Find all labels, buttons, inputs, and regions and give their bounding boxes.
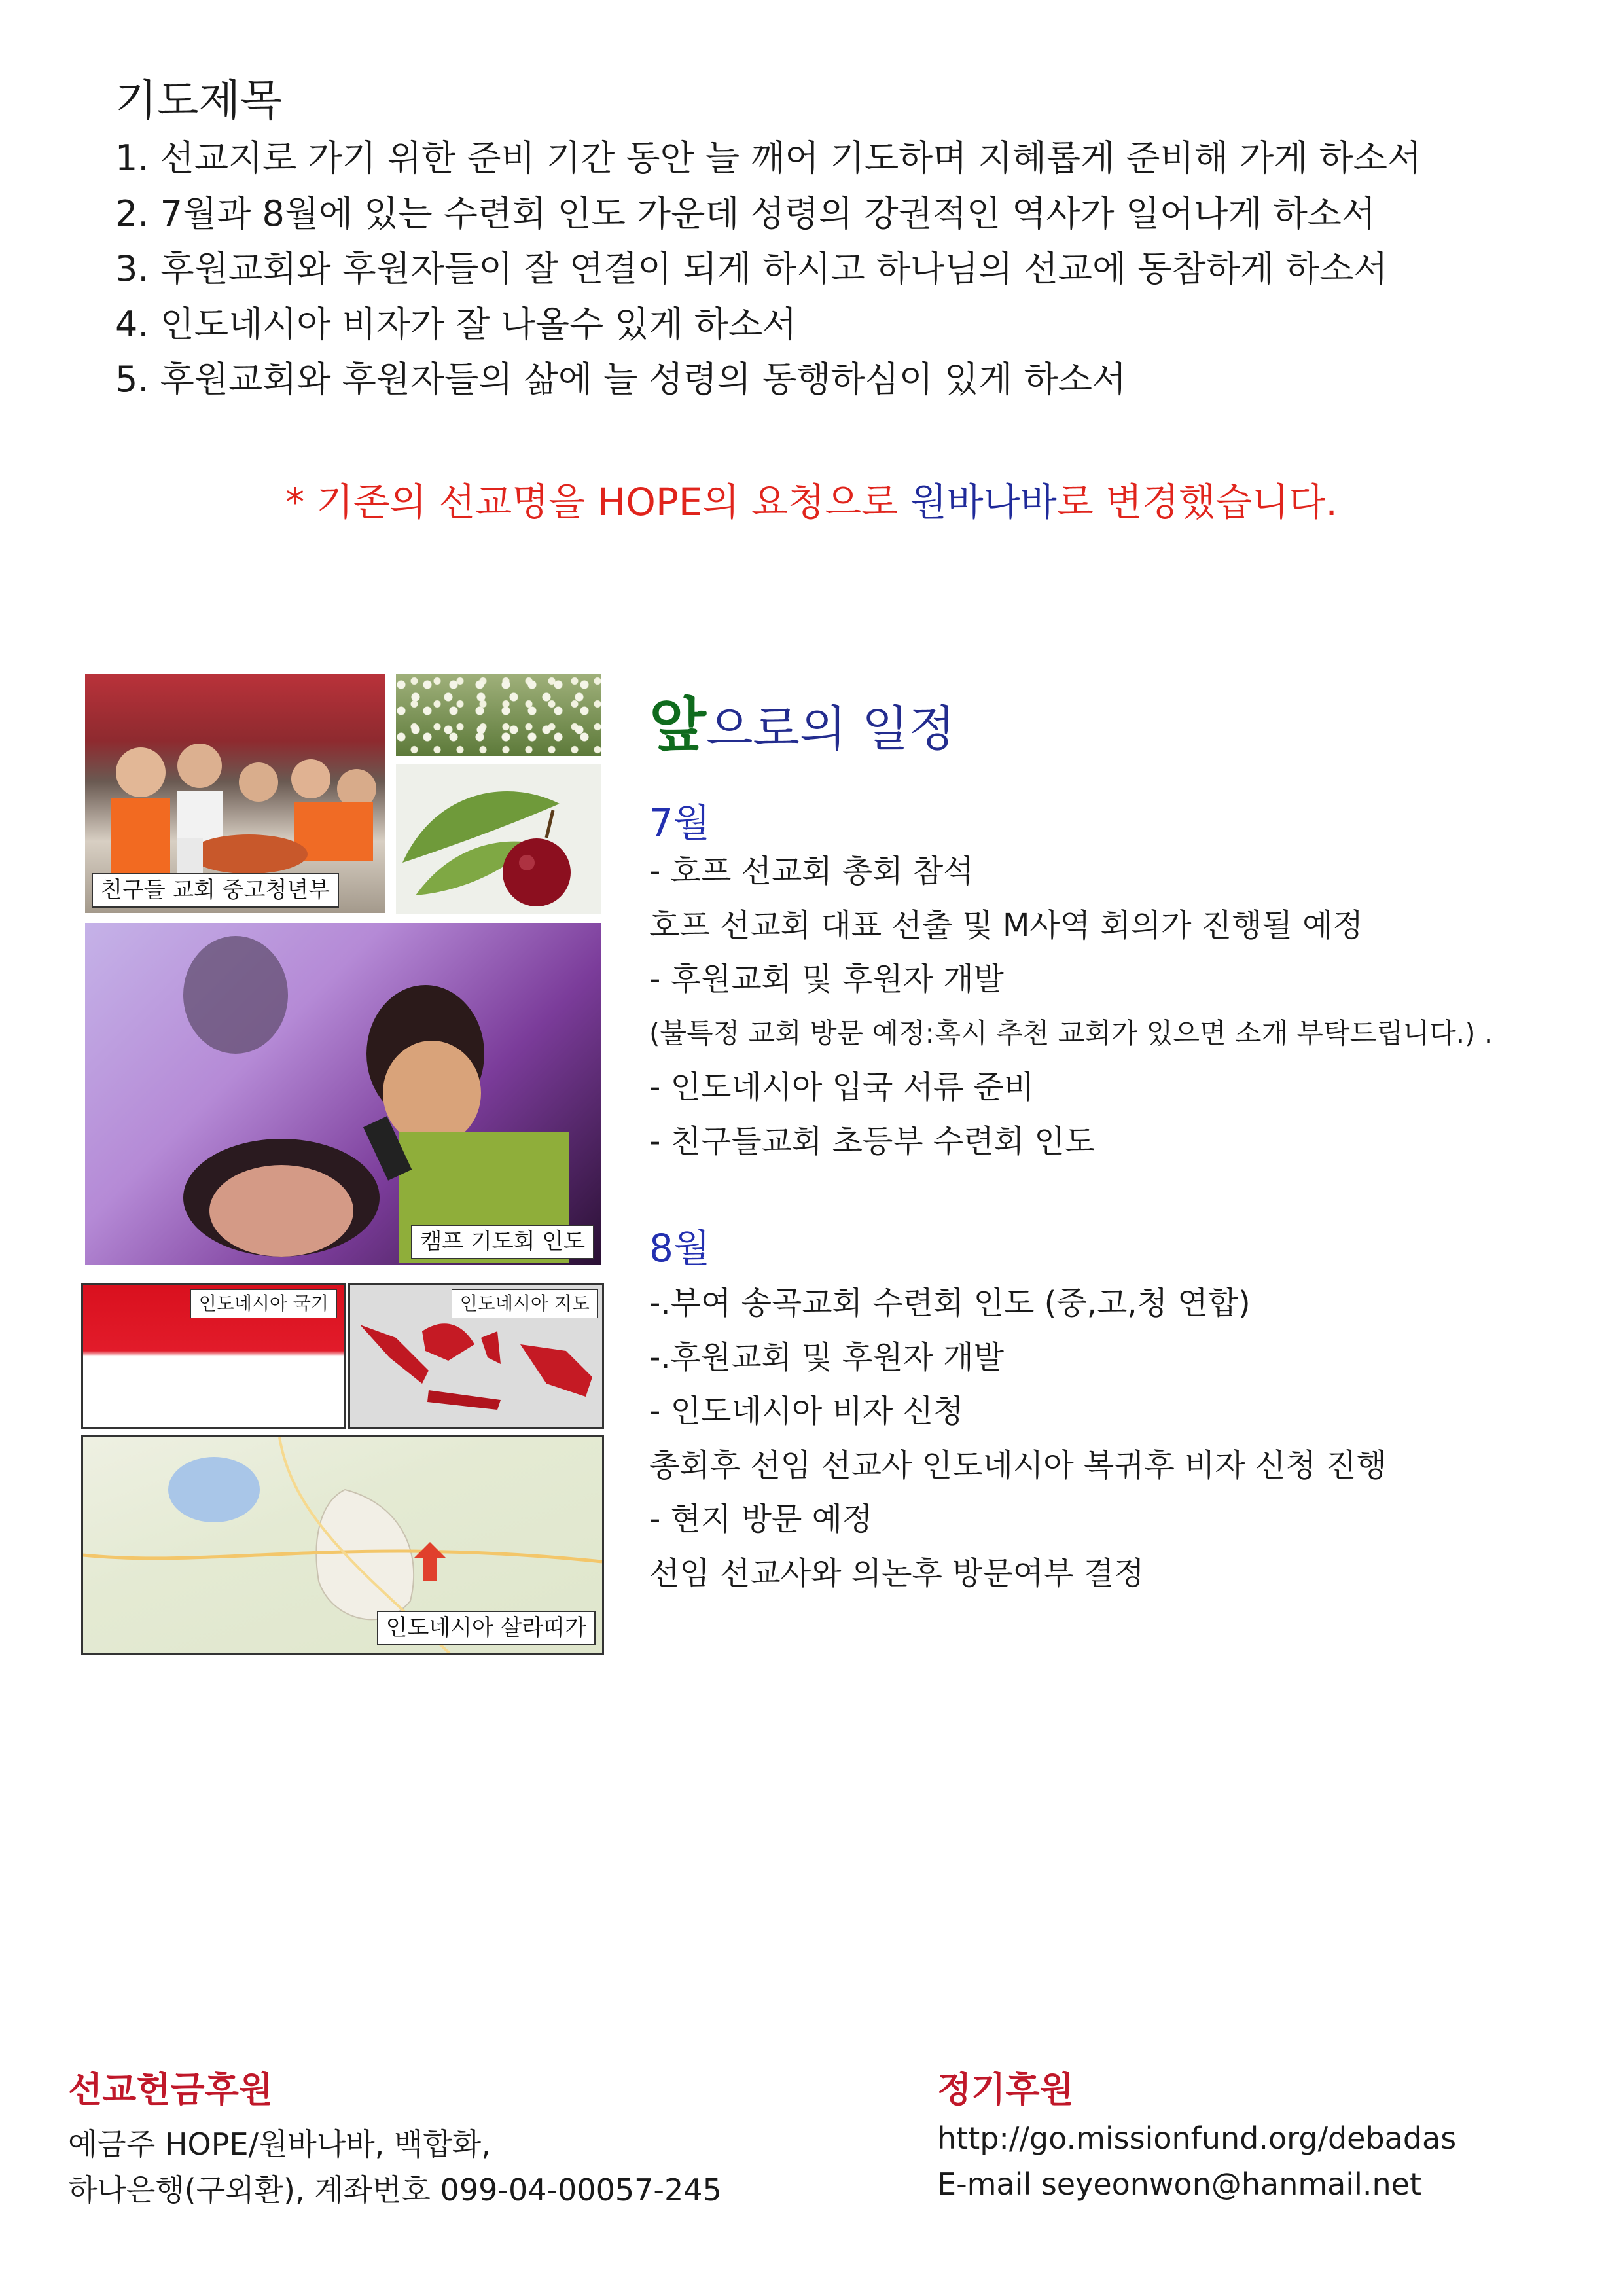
youth-group-photo xyxy=(85,674,385,913)
notice-text-after: 로 변경했습니다. xyxy=(1056,480,1338,524)
indonesia-map-photo xyxy=(348,1283,604,1429)
donation-title: 선교헌금후원 xyxy=(68,2069,273,2110)
schedule-item: - 인도네시아 입국 서류 준비 xyxy=(649,1069,1035,1105)
prayer-item: 4. 인도네시아 비자가 잘 나올수 있게 하소서 xyxy=(115,303,797,345)
plum-photo xyxy=(396,764,601,914)
prayer-item: 5. 후원교회와 후원자들의 삶에 늘 성령의 동행하심이 있게 하소서 xyxy=(115,359,1127,400)
schedule-item: - 현지 방문 예정 xyxy=(649,1501,873,1537)
schedule-item: 총회후 선임 선교사 인도네시아 복귀후 비자 신청 진행 xyxy=(649,1446,1387,1484)
schedule-item: 선임 선교사와 의논후 방문여부 결정 xyxy=(649,1554,1145,1592)
schedule-item: - 인도네시아 비자 신청 xyxy=(649,1393,964,1429)
schedule-title-first: 앞 xyxy=(649,691,706,760)
flowers-photo xyxy=(396,674,601,756)
notice-highlight: 원바나바 xyxy=(910,480,1057,524)
schedule-item: -.후원교회 및 후원자 개발 xyxy=(649,1338,1005,1376)
flag-caption: 인도네시아 국기 xyxy=(190,1289,337,1318)
prayer-title: 기도제목 xyxy=(115,75,283,126)
notice-text-before: * 기존의 선교명을 HOPE의 요청으로 xyxy=(285,480,910,524)
donation-account-number: 하나은행(구외환), 계좌번호 099-04-00057-245 xyxy=(68,2172,722,2208)
camp-prayer-photo xyxy=(85,923,601,1265)
missionfund-link[interactable]: http://go.missionfund.org/debadas xyxy=(937,2121,1457,2156)
salatiga-map xyxy=(81,1435,604,1655)
prayer-item: 2. 7월과 8월에 있는 수련회 인도 가운데 성령의 강권적인 역사가 일어나게 하소서 xyxy=(115,192,1376,234)
donation-account-holder: 예금주 HOPE/원바나바, 백합화, xyxy=(68,2126,491,2162)
youth-photo-caption: 친구들 교회 중고청년부 xyxy=(92,873,339,908)
camp-photo-caption: 캠프 기도회 인도 xyxy=(411,1225,594,1259)
schedule-title-rest: 으로의 일정 xyxy=(705,701,955,757)
regular-support-title: 정기후원 xyxy=(937,2069,1074,2110)
august-list xyxy=(649,1276,1387,1600)
indonesia-flag-photo xyxy=(81,1283,346,1429)
prayer-item: 3. 후원교회와 후원자들이 잘 연결이 되게 하시고 하나님의 선교에 동참하게 하소서 xyxy=(115,248,1388,289)
name-change-notice xyxy=(0,471,1623,526)
august-heading: 8월 xyxy=(649,1226,710,1270)
salatiga-caption: 인도네시아 살라띠가 xyxy=(377,1611,596,1645)
july-heading: 7월 xyxy=(649,800,710,845)
schedule-item: -.부여 송곡교회 수련회 인도 (중,고,청 연합) xyxy=(649,1285,1251,1321)
schedule-title xyxy=(649,677,955,762)
schedule-item: - 친구들교회 초등부 수련회 인도 xyxy=(649,1122,1096,1160)
schedule-item: - 후원교회 및 후원자 개발 xyxy=(649,961,1005,997)
prayer-list xyxy=(115,131,1421,408)
july-list xyxy=(649,844,1493,1168)
map-caption: 인도네시아 지도 xyxy=(452,1289,598,1318)
prayer-item: 1. 선교지로 가기 위한 준비 기간 동안 늘 깨어 기도하며 지혜롭게 준비해 가게 하소서 xyxy=(115,137,1422,179)
schedule-item: 호프 선교회 대표 선출 및 M사역 회의가 진행될 예정 xyxy=(649,906,1363,944)
contact-email[interactable]: E-mail seyeonwon@hanmail.net xyxy=(937,2166,1422,2202)
schedule-item: - 호프 선교회 총회 참석 xyxy=(649,853,974,889)
schedule-item: (불특정 교회 방문 예정:혹시 추천 교회가 있으면 소개 부탁드립니다.) . xyxy=(649,1016,1493,1049)
